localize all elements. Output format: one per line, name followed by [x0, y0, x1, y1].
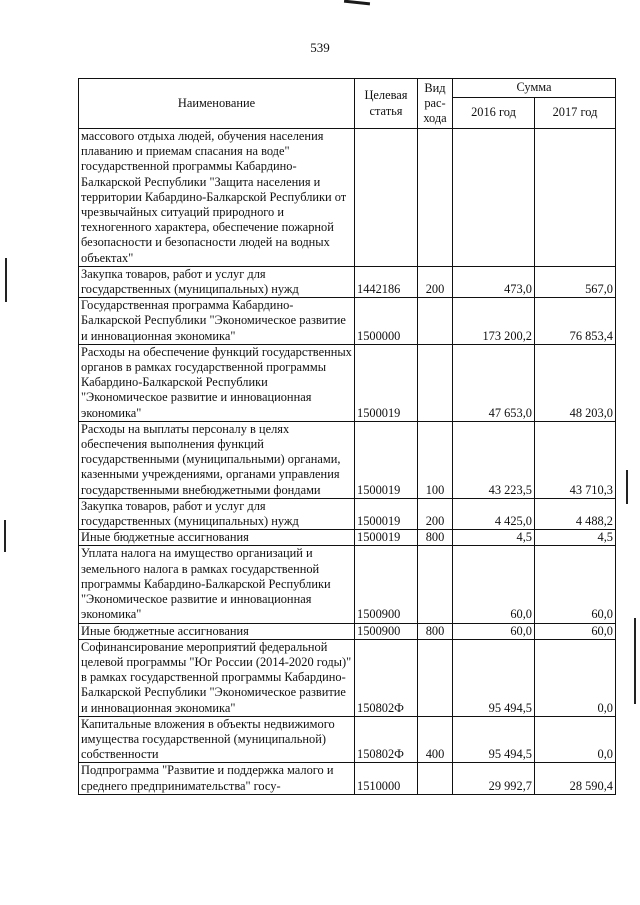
cell-target-code [355, 129, 418, 267]
cell-target-code: 1500900 [355, 623, 418, 639]
cell-expense-type [418, 763, 453, 794]
cell-name: Капитальные вложения в объекты недвижимого имущества государственной (муниципальной) собственности [79, 716, 355, 763]
cell-amount-2017: 4 488,2 [535, 498, 616, 529]
cell-amount-2017: 28 590,4 [535, 763, 616, 794]
table-row [79, 266, 616, 297]
cell-expense-type: 200 [418, 266, 453, 297]
cell-expense-type [418, 639, 453, 716]
table-row [79, 530, 616, 546]
cell-name: Расходы на обеспечение функций государственных органов в рамках государственной программы Кабардино-Балкарской Республики "Экономическое развитие и инновационная экономика" [79, 344, 355, 421]
cell-amount-2017: 0,0 [535, 639, 616, 716]
cell-target-code: 1500000 [355, 298, 418, 345]
cell-amount-2017: 567,0 [535, 266, 616, 297]
cell-name: Закупка товаров, работ и услуг для государственных (муниципальных) нужд [79, 266, 355, 297]
cell-expense-type [418, 298, 453, 345]
table-row [79, 344, 616, 421]
cell-amount-2016: 173 200,2 [453, 298, 535, 345]
cell-amount-2016: 473,0 [453, 266, 535, 297]
cell-amount-2016: 47 653,0 [453, 344, 535, 421]
column-header-2016: 2016 год [453, 98, 535, 129]
column-header-name: Наименование [79, 79, 355, 129]
cell-expense-type: 800 [418, 530, 453, 546]
cell-amount-2016: 4,5 [453, 530, 535, 546]
cell-target-code: 150802Ф [355, 716, 418, 763]
page-number: 539 [310, 40, 330, 55]
cell-amount-2016: 60,0 [453, 623, 535, 639]
scan-artifact-mark [4, 520, 6, 552]
cell-amount-2017: 4,5 [535, 530, 616, 546]
cell-name: Уплата налога на имущество организаций и земельного налога в рамках государственной программы Кабардино-Балкарской Республики "Экономическое развитие и инновационная экономика" [79, 546, 355, 623]
cell-name: Иные бюджетные ассигнования [79, 623, 355, 639]
cell-expense-type: 800 [418, 623, 453, 639]
cell-amount-2016: 4 425,0 [453, 498, 535, 529]
column-header-code: Целевая статья [355, 79, 418, 129]
cell-amount-2017: 60,0 [535, 623, 616, 639]
cell-name: массового отдыха людей, обучения населения плаванию и приемам спасания на воде" государственной программы Кабардино-Балкарской Республики "Защита населения и территории Кабардино-Балкарской Республики от чрезвычайных ситуаций природного и техногенного характера, обеспечение пожарной безопасности и безопасности людей на водных объектах" [79, 129, 355, 267]
scan-artifact-mark [626, 470, 628, 504]
cell-name: Подпрограмма "Развитие и поддержка малого и среднего предпринимательства" госу- [79, 763, 355, 794]
cell-expense-type: 400 [418, 716, 453, 763]
cell-name: Софинансирование мероприятий федеральной целевой программы "Юг России (2014-2020 годы)" в рамках государственной программы Кабардино-Балкарской Республики "Экономическое развитие и инновационная экономика" [79, 639, 355, 716]
cell-target-code: 1500019 [355, 498, 418, 529]
table-row [79, 498, 616, 529]
table-row [79, 129, 616, 267]
cell-amount-2017: 0,0 [535, 716, 616, 763]
cell-amount-2016: 95 494,5 [453, 716, 535, 763]
cell-name: Иные бюджетные ассигнования [79, 530, 355, 546]
cell-name: Расходы на выплаты персоналу в целях обеспечения выполнения функций государственными (муниципальными) органами, казенными учреждениями, органами управления государственными внебюджетными фондами [79, 421, 355, 498]
cell-expense-type [418, 546, 453, 623]
cell-amount-2017: 76 853,4 [535, 298, 616, 345]
cell-expense-type: 100 [418, 421, 453, 498]
table-row [79, 623, 616, 639]
cell-name: Закупка товаров, работ и услуг для государственных (муниципальных) нужд [79, 498, 355, 529]
table-row [79, 298, 616, 345]
table-row [79, 421, 616, 498]
scan-artifact-mark [5, 258, 7, 302]
cell-name: Государственная программа Кабардино-Балкарской Республики "Экономическое развитие и инновационная экономика" [79, 298, 355, 345]
column-header-2017: 2017 год [535, 98, 616, 129]
cell-amount-2017 [535, 129, 616, 267]
table-body [79, 129, 616, 795]
cell-target-code: 1500019 [355, 421, 418, 498]
table-row [79, 546, 616, 623]
cell-expense-type: 200 [418, 498, 453, 529]
table-row [79, 763, 616, 794]
cell-amount-2017: 48 203,0 [535, 344, 616, 421]
column-header-type: Вид рас-хода [418, 79, 453, 129]
scan-artifact-mark [634, 618, 636, 704]
cell-amount-2017: 43 710,3 [535, 421, 616, 498]
cell-amount-2016: 95 494,5 [453, 639, 535, 716]
cell-target-code: 1500019 [355, 344, 418, 421]
cell-target-code: 1500019 [355, 530, 418, 546]
cell-target-code: 1442186 [355, 266, 418, 297]
table-row [79, 639, 616, 716]
cell-target-code: 1500900 [355, 546, 418, 623]
cell-amount-2016: 43 223,5 [453, 421, 535, 498]
cell-amount-2016 [453, 129, 535, 267]
scan-artifact-mark [344, 0, 370, 5]
table-header [79, 79, 616, 129]
cell-amount-2016: 60,0 [453, 546, 535, 623]
cell-amount-2016: 29 992,7 [453, 763, 535, 794]
column-header-sum: Сумма [453, 79, 616, 98]
cell-expense-type [418, 129, 453, 267]
cell-amount-2017: 60,0 [535, 546, 616, 623]
table-row [79, 716, 616, 763]
budget-table [78, 78, 616, 795]
cell-target-code: 150802Ф [355, 639, 418, 716]
cell-target-code: 1510000 [355, 763, 418, 794]
cell-expense-type [418, 344, 453, 421]
